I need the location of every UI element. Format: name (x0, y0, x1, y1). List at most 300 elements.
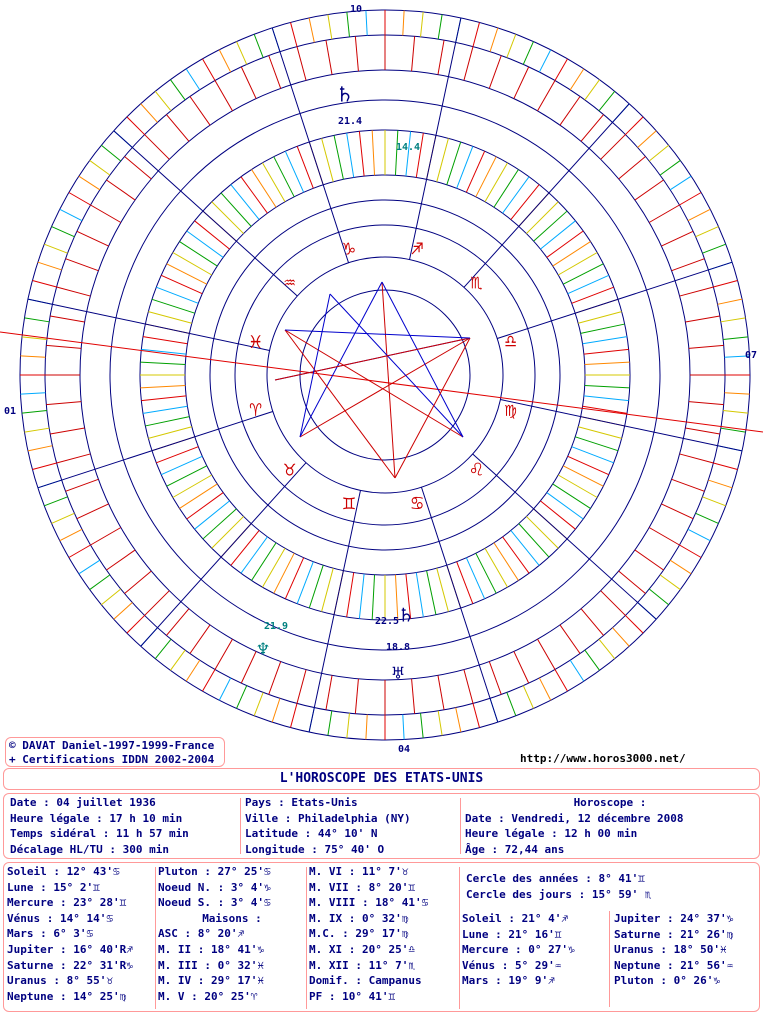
aspect-line (382, 282, 463, 437)
south-node: Noeud S. : 3° 4'♋ (158, 896, 271, 910)
degree-tick (50, 316, 84, 322)
outer-tick (155, 91, 171, 110)
outer-tick (60, 209, 82, 220)
degree-tick (635, 180, 664, 200)
outer-tick (660, 575, 680, 590)
birth-date: Date : 04 juillet 1936 (10, 796, 156, 809)
inner-tick (359, 574, 364, 619)
inner-tick (534, 211, 567, 241)
wheel-ring-9 (267, 257, 503, 493)
outer-tick (507, 692, 516, 715)
copyright-line-1: © DAVAT Daniel-1997-1999-France (9, 739, 215, 752)
inner-tick (274, 553, 294, 593)
inner-tick (263, 548, 286, 587)
outer-tick (203, 59, 216, 81)
saturn-glyph-bottom: ♄ (400, 603, 413, 627)
saturn-degree-bottom: 22.5 (375, 616, 400, 627)
inner-tick (334, 135, 343, 179)
inner-tick (519, 524, 549, 557)
degree-tick (241, 67, 256, 99)
divider (609, 911, 610, 1007)
degree-tick (649, 528, 679, 546)
degree-tick (77, 231, 109, 246)
degree-tick (46, 402, 81, 405)
degree-tick (77, 504, 109, 519)
outer-tick (660, 160, 680, 175)
outer-tick (599, 639, 615, 658)
horoscope-time: Heure légale : 12 h 00 min (465, 827, 638, 841)
inner-tick (187, 493, 223, 519)
outer-tick (127, 615, 145, 633)
degree-tick (581, 609, 603, 636)
inner-tick (503, 537, 529, 573)
degree-tick (355, 36, 358, 71)
inner-tick (309, 565, 323, 608)
outer-tick (114, 603, 133, 620)
outer-tick (555, 669, 568, 691)
inner-tick (511, 530, 539, 565)
degree-tick (326, 40, 332, 74)
degree-tick (66, 259, 99, 271)
outer-tick (403, 715, 404, 740)
outer-tick (21, 393, 46, 394)
outer-tick (570, 69, 584, 90)
inner-tick (148, 427, 191, 439)
house-6: M. VI : 11° 7'♉ (309, 865, 409, 878)
inner-tick (494, 543, 519, 581)
degree-tick (619, 156, 646, 178)
inner-tick (553, 484, 591, 509)
house-cusp-line (421, 487, 497, 722)
outer-tick (254, 34, 263, 57)
site-url[interactable]: http://www.horos3000.net/ (520, 752, 686, 765)
natal-uranus: Uranus : 8° 55'♉ (7, 974, 113, 988)
inner-tick (568, 456, 609, 474)
degree-tick (619, 571, 646, 593)
page-title: L'HOROSCOPE DES ETATS-UNIS (3, 768, 760, 790)
outer-tick (679, 545, 701, 558)
outer-tick (272, 698, 280, 722)
inner-tick (558, 475, 597, 498)
outer-tick (101, 145, 120, 161)
outer-tick (507, 34, 516, 57)
degree-tick (190, 625, 210, 654)
part-of-fortune: PF : 10° 41'♊ (309, 989, 396, 1003)
inner-tick (148, 312, 191, 324)
horoscope-column (465, 795, 755, 857)
outer-tick (32, 281, 56, 287)
outer-tick (28, 446, 52, 451)
inner-tick (372, 575, 374, 620)
outer-tick (403, 11, 404, 36)
inner-tick (212, 516, 244, 548)
wheel-label-bottom: 04 (398, 744, 411, 755)
inner-tick (322, 568, 334, 611)
inner-tick (231, 530, 259, 565)
outer-tick (24, 318, 49, 322)
zodiac-sign-glyph: ♏ (470, 269, 483, 294)
natal-planets-column (7, 864, 155, 1004)
days-cycle: Cercle des jours : 15° 59' ♏ (466, 887, 652, 901)
house-cusp-line (272, 28, 348, 263)
outer-tick (254, 692, 263, 715)
degree-tick (514, 651, 529, 683)
inner-tick (553, 242, 591, 267)
house-3: M. III : 0° 32'♓ (158, 958, 264, 972)
longitude: Longitude : 75° 40' O (245, 842, 385, 856)
outer-tick (490, 28, 498, 52)
transit-uranus: Uranus : 18° 50'♓ (614, 943, 727, 957)
degree-tick (106, 550, 135, 570)
natal-jupiter: Jupiter : 16° 40'R♐ (7, 942, 133, 956)
inner-tick (347, 573, 354, 617)
degree-tick (672, 479, 705, 491)
transit-planets-column (462, 911, 607, 989)
neptune-degree: 21.9 (264, 621, 289, 632)
degree-tick (438, 675, 444, 709)
degree-tick (125, 571, 152, 593)
inner-tick (568, 275, 609, 293)
inner-tick (187, 231, 223, 257)
inner-tick (476, 553, 496, 593)
degree-tick (106, 180, 135, 200)
inner-tick (503, 177, 529, 213)
divider (459, 867, 460, 1009)
outer-tick (688, 529, 710, 540)
inner-tick (241, 177, 267, 213)
inner-tick (547, 231, 583, 257)
zodiac-sign-glyph: ♑ (342, 235, 355, 260)
house-asc: ASC : 8° 20'♐ (158, 927, 245, 941)
degree-tick (215, 639, 233, 669)
inner-tick (416, 133, 423, 177)
horoscope-heading: Horoscope : (573, 796, 647, 809)
house-cusp-line (497, 262, 732, 338)
degree-tick (57, 287, 91, 296)
inner-tick (578, 312, 621, 324)
outer-tick (347, 713, 350, 738)
wheel-label-right: 07 (745, 350, 758, 361)
degree-tick (190, 96, 210, 125)
house-4: M. IV : 29° 17'♓ (158, 974, 264, 988)
house-cusp-line (38, 411, 273, 487)
inner-tick (494, 170, 519, 208)
outer-tick (625, 615, 643, 633)
zodiac-sign-glyph: ♒ (283, 269, 296, 294)
north-node: Noeud N. : 3° 4'♑ (158, 880, 271, 894)
degree-tick (326, 675, 332, 709)
inner-tick (406, 131, 411, 176)
outer-tick (585, 650, 600, 670)
outer-tick (702, 497, 725, 506)
inner-tick (195, 501, 230, 529)
years-cycle: Cercle des années : 8° 41'♊ (466, 872, 645, 885)
house-cusp-line (28, 299, 270, 350)
degree-tick (412, 36, 415, 71)
natal-sun: Soleil : 12° 43'♋ (7, 865, 120, 878)
neptune-glyph: ♆ (257, 637, 270, 661)
outer-tick (44, 497, 67, 506)
inner-tick (547, 493, 583, 519)
degree-tick (489, 56, 501, 89)
outer-tick (60, 529, 82, 540)
transit-jupiter: Jupiter : 24° 37'♑ (614, 912, 734, 925)
outer-tick (649, 589, 668, 605)
inner-tick (180, 242, 218, 267)
inner-tick (437, 138, 449, 181)
outer-tick (570, 660, 584, 681)
outer-tick (366, 11, 367, 36)
outer-tick (473, 703, 479, 727)
natal-houses-column-2 (309, 864, 459, 1004)
inner-tick (145, 417, 189, 426)
inner-tick (212, 202, 244, 234)
zodiac-sign-glyph: ♉ (283, 456, 296, 481)
wheel-label-top: 10 (350, 4, 363, 15)
degree-tick (601, 135, 626, 160)
outer-tick (79, 176, 100, 190)
outer-tick (539, 50, 550, 72)
outer-tick (702, 244, 725, 253)
degree-tick (145, 591, 170, 616)
inner-tick (575, 437, 618, 451)
inner-tick (526, 516, 558, 548)
aspect-line (275, 338, 470, 380)
outer-tick (32, 463, 56, 469)
outer-tick (347, 12, 350, 37)
degree-tick (91, 205, 121, 223)
natal-moon: Lune : 15° 2'♊ (7, 880, 100, 894)
houses-heading: Maisons : (202, 911, 262, 925)
outer-tick (22, 411, 47, 414)
degree-tick (601, 591, 626, 616)
outer-tick (679, 193, 701, 206)
degree-tick (649, 205, 679, 223)
outer-tick (24, 428, 49, 432)
house-cusp-line (410, 18, 461, 260)
pluto-degree: 14.4 (396, 142, 421, 153)
transit-moon: Lune : 21° 16'♊ (462, 927, 562, 941)
degree-tick (269, 662, 281, 695)
outer-tick (155, 639, 171, 658)
degree-tick (166, 115, 188, 142)
inner-tick (558, 253, 597, 276)
inner-tick (322, 138, 334, 181)
outer-tick (237, 686, 247, 709)
outer-tick (523, 686, 533, 709)
degree-tick (215, 81, 233, 111)
sidereal-time: Temps sidéral : 11 h 57 min (10, 827, 189, 841)
degree-tick (464, 670, 473, 704)
divider (240, 798, 241, 854)
degree-tick (355, 679, 358, 714)
aspect-line (300, 294, 330, 437)
outer-tick (438, 14, 442, 39)
degree-tick (661, 504, 693, 519)
transit-neptune: Neptune : 21° 56'♒ (614, 958, 734, 972)
divider (306, 867, 307, 1009)
copyright-box (5, 737, 225, 767)
horoscope-age: Âge : 72,44 ans (465, 842, 565, 856)
outer-tick (291, 703, 297, 727)
outer-tick (625, 117, 643, 135)
inner-tick (203, 509, 236, 539)
degree-tick (464, 47, 473, 81)
inner-tick (156, 287, 198, 303)
degree-tick (560, 625, 580, 654)
outer-tick (696, 513, 719, 523)
copyright-line-2: + Certifications IDDN 2002-2004 (9, 753, 215, 766)
inner-tick (231, 185, 259, 220)
wheel-ring-7 (210, 200, 560, 550)
inner-tick (372, 130, 374, 175)
outer-tick (723, 337, 748, 340)
wheel-label-left: 01 (4, 406, 17, 417)
zodiac-sign-glyph: ♊ (342, 490, 355, 515)
outer-tick (713, 463, 737, 469)
degree-tick (297, 670, 306, 704)
outer-tick (421, 713, 424, 738)
outer-tick (127, 117, 145, 135)
ascendant-axis (0, 332, 763, 432)
inner-tick (297, 146, 313, 188)
natal-pluto: Pluton : 27° 25'♋ (158, 865, 271, 878)
degree-tick (680, 287, 714, 296)
transit-venus: Vénus : 5° 29'♒ (462, 958, 562, 972)
outer-tick (186, 660, 200, 681)
outer-tick (219, 678, 230, 700)
natal-mercury: Mercure : 23° 28'♊ (7, 896, 127, 910)
inner-tick (395, 575, 397, 620)
outer-tick (638, 131, 657, 148)
outer-tick (69, 545, 91, 558)
degree-tick (269, 56, 281, 89)
inner-tick (195, 221, 230, 249)
house-2: M. II : 18° 41'♑ (158, 942, 264, 956)
uranus-glyph: ♅ (392, 661, 405, 685)
house-7: M. VII : 8° 20'♊ (309, 880, 415, 894)
inner-tick (359, 131, 364, 176)
place-column (245, 795, 460, 857)
outer-tick (539, 678, 550, 700)
inner-tick (161, 275, 202, 293)
wheel-ring-4 (110, 100, 660, 650)
outer-tick (670, 176, 691, 190)
inner-tick (457, 562, 473, 604)
outer-tick (723, 411, 748, 414)
degree-tick (661, 231, 693, 246)
outer-tick (599, 91, 615, 110)
horoscope-date: Date : Vendredi, 12 décembre 2008 (465, 811, 684, 825)
inner-tick (173, 475, 212, 498)
zodiac-sign-glyph: ♍ (504, 397, 517, 422)
aspect-line (283, 330, 395, 481)
inner-tick (152, 299, 195, 313)
outer-tick (688, 209, 710, 220)
degree-tick (685, 316, 719, 322)
inner-tick (140, 362, 185, 364)
inner-tick (167, 466, 207, 486)
outer-tick (170, 80, 185, 100)
inner-tick (285, 558, 303, 599)
aspect-line (330, 294, 463, 437)
outer-tick (328, 711, 332, 736)
outer-tick (613, 628, 630, 647)
inner-tick (285, 151, 303, 192)
wheel-ring-8 (235, 225, 535, 525)
degree-tick (125, 156, 152, 178)
degree-tick (680, 454, 714, 463)
natal-saturn: Saturne : 22° 31'R♑ (7, 958, 133, 972)
natal-venus: Vénus : 14° 14'♋ (7, 911, 113, 925)
degree-tick (689, 345, 724, 348)
inner-tick (173, 253, 212, 276)
inner-tick (584, 349, 629, 354)
inner-tick (578, 427, 621, 439)
outer-tick (523, 42, 533, 65)
outer-tick (649, 145, 668, 161)
saturn-glyph-top: ♄ (338, 83, 352, 108)
inner-tick (141, 396, 186, 401)
degree-tick (560, 96, 580, 125)
degree-tick (412, 679, 415, 714)
outer-tick (44, 244, 67, 253)
transit-saturn: Saturne : 21° 26'♍ (614, 927, 734, 941)
zodiac-sign-glyph: ♌ (470, 456, 483, 481)
house-11: M. XI : 20° 25'♎ (309, 942, 415, 956)
inner-tick (241, 537, 267, 573)
inner-tick (221, 193, 251, 226)
degree-tick (538, 639, 556, 669)
inner-tick (583, 406, 627, 413)
inner-tick (476, 157, 496, 197)
inner-tick (252, 170, 277, 208)
outer-tick (69, 193, 91, 206)
inner-tick (563, 466, 603, 486)
zodiac-glyphs (249, 235, 516, 514)
degree-tick (241, 651, 256, 683)
transit-mars: Mars : 19° 9'♐ (462, 974, 555, 988)
degree-tick (438, 40, 444, 74)
outer-tick (141, 104, 158, 123)
inner-tick (583, 337, 627, 344)
timezone-offset: Décalage HL/TU : 300 min (10, 842, 169, 856)
inner-tick (297, 562, 313, 604)
house-cusp-line (500, 400, 742, 451)
outer-tick (101, 589, 120, 605)
inner-tick (585, 362, 630, 364)
degree-tick (166, 609, 188, 636)
outer-tick (309, 18, 314, 42)
outer-tick (170, 650, 185, 670)
inner-tick (572, 447, 614, 463)
wheel-ticks (20, 10, 750, 740)
aspect-line (285, 330, 470, 338)
outer-tick (79, 560, 100, 574)
outer-tick (38, 262, 62, 270)
degree-tick (635, 550, 664, 570)
transit-mercury: Mercure : 0° 27'♑ (462, 943, 575, 957)
inner-tick (274, 157, 294, 197)
aspect-line (382, 282, 395, 478)
zodiac-sign-glyph: ♈ (249, 397, 262, 422)
inner-tick (347, 133, 354, 177)
wheel-ring-6 (185, 175, 585, 575)
inner-tick (563, 264, 603, 284)
inner-tick (584, 396, 629, 401)
house-9: M. IX : 0° 32'♍ (309, 911, 409, 925)
house-12: M. XII : 11° 7'♏ (309, 958, 415, 972)
